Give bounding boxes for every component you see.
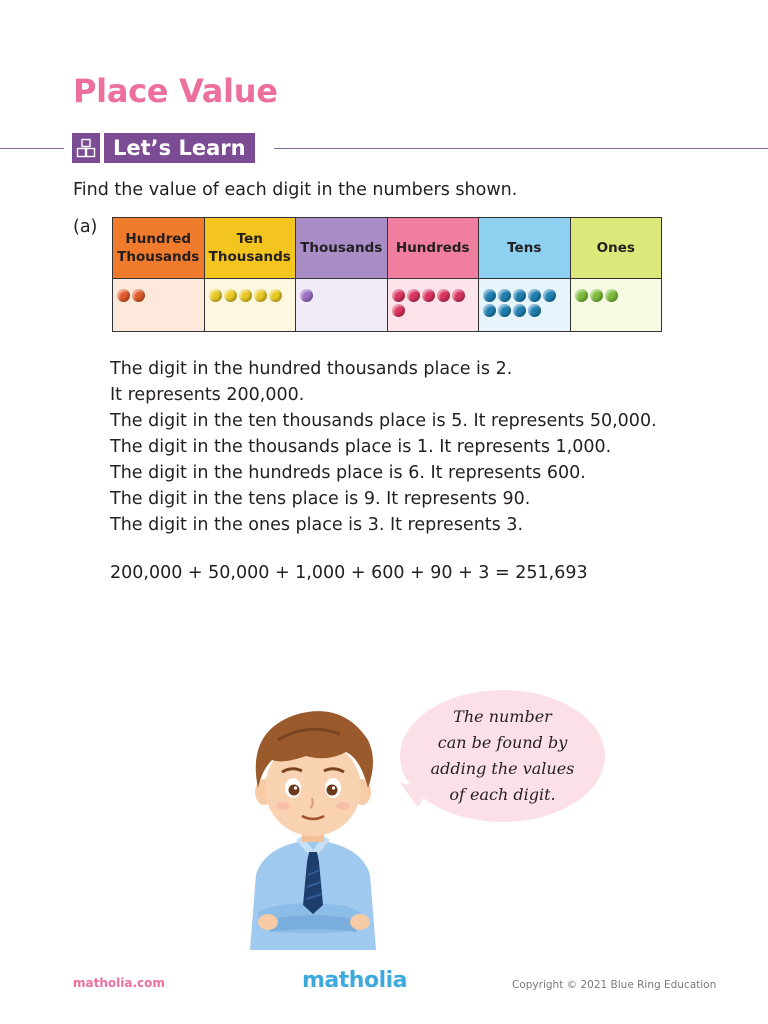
counter-bead	[513, 289, 526, 302]
page-title: Place Value	[73, 72, 278, 110]
counter-bead	[543, 289, 556, 302]
explanation-block	[110, 356, 657, 538]
counter-bead	[498, 289, 511, 302]
section-rule-right	[274, 148, 768, 149]
explanation-line: The digit in the hundred thousands place is 2.	[110, 359, 513, 379]
beads-thousands	[296, 279, 388, 332]
counter-bead	[117, 289, 130, 302]
lets-learn-banner	[72, 133, 255, 163]
blocks-icon	[72, 133, 100, 163]
counter-bead	[483, 304, 496, 317]
beads-hundreds	[387, 279, 479, 332]
counter-bead	[575, 289, 588, 302]
speech-line: can be found by	[437, 733, 568, 752]
header-tens: Tens	[479, 218, 571, 279]
header-ones: Ones	[570, 218, 662, 279]
counter-bead	[498, 304, 511, 317]
counter-bead	[513, 304, 526, 317]
instruction-text: Find the value of each digit in the numbers shown.	[73, 180, 518, 200]
header-hundreds: Hundreds	[387, 218, 479, 279]
counter-bead	[590, 289, 603, 302]
counter-bead	[528, 304, 541, 317]
counter-bead	[300, 289, 313, 302]
speech-line: The number	[453, 707, 552, 726]
counter-bead	[209, 289, 222, 302]
place-value-table	[112, 217, 662, 332]
counter-bead	[407, 289, 420, 302]
header-thousands: Thousands	[296, 218, 388, 279]
section-rule-left	[0, 148, 64, 149]
counter-bead	[392, 304, 405, 317]
beads-ten-thousands	[204, 279, 296, 332]
beads-tens	[479, 279, 571, 332]
matholia-logo: matholia	[302, 968, 407, 993]
explanation-line: It represents 200,000.	[110, 385, 305, 405]
counter-bead	[239, 289, 252, 302]
counter-bead	[605, 289, 618, 302]
counter-bead	[437, 289, 450, 302]
counter-bead	[483, 289, 496, 302]
footer-copyright: Copyright © 2021 Blue Ring Education	[512, 979, 717, 991]
speech-bubble	[400, 690, 605, 822]
footer-website-link[interactable]: matholia.com	[73, 976, 165, 990]
header-hundred-thousands: Hundred Thousands	[113, 218, 205, 279]
table-bead-row	[113, 279, 662, 332]
beads-ones	[570, 279, 662, 332]
sum-equation: 200,000 + 50,000 + 1,000 + 600 + 90 + 3 = 251,693	[110, 563, 588, 583]
counter-bead	[422, 289, 435, 302]
boy-character	[228, 700, 398, 950]
counter-bead	[392, 289, 405, 302]
section-label: Let’s Learn	[104, 133, 255, 163]
part-label: (a)	[73, 217, 98, 237]
table-header-row	[113, 218, 662, 279]
counter-bead	[224, 289, 237, 302]
explanation-line: The digit in the thousands place is 1. It represents 1,000.	[110, 437, 612, 457]
explanation-line: The digit in the tens place is 9. It represents 90.	[110, 489, 531, 509]
explanation-line: The digit in the hundreds place is 6. It represents 600.	[110, 463, 586, 483]
counter-bead	[254, 289, 267, 302]
explanation-line: The digit in the ones place is 3. It represents 3.	[110, 515, 524, 535]
counter-bead	[132, 289, 145, 302]
header-ten-thousands: Ten Thousands	[204, 218, 296, 279]
beads-hundred-thousands	[113, 279, 205, 332]
speech-line: of each digit.	[449, 785, 556, 804]
counter-bead	[528, 289, 541, 302]
speech-line: adding the values	[430, 759, 575, 778]
explanation-line: The digit in the ten thousands place is 5. It represents 50,000.	[110, 411, 657, 431]
counter-bead	[452, 289, 465, 302]
counter-bead	[269, 289, 282, 302]
